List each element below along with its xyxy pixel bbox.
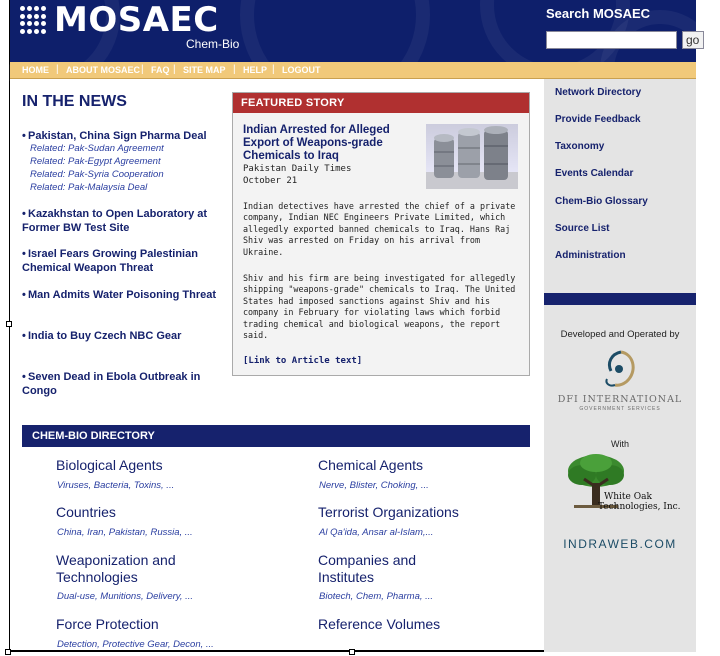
related-link[interactable]: Related: Pak-Syria Cooperation	[30, 169, 164, 180]
developed-by-label: Developed and Operated by	[560, 329, 680, 340]
directory-heading: CHEM-BIO DIRECTORY	[22, 425, 530, 447]
featured-date: October 21	[243, 176, 298, 186]
directory-subcategories[interactable]: Biotech, Chem, Pharma, ...	[319, 591, 434, 602]
directory-subcategories[interactable]: Al Qa'ida, Ansar al-Islam,...	[319, 527, 434, 538]
nav-about[interactable]: ABOUT MOSAEC	[66, 65, 140, 75]
search-label: Search MOSAEC	[546, 6, 651, 21]
related-link[interactable]: Related: Pak-Sudan Agreement	[30, 143, 164, 154]
news-item[interactable]: • Seven Dead in Ebola Outbreak in Congo	[22, 371, 201, 397]
directory-subcategories[interactable]: Dual-use, Munitions, Delivery, ...	[57, 591, 194, 602]
logo-icon[interactable]	[20, 6, 48, 34]
barrels-image	[426, 124, 518, 189]
search-go-button[interactable]: go	[682, 31, 704, 49]
sidebar-link-administration[interactable]: Administration	[555, 250, 626, 261]
directory-category[interactable]: Companies and Institutes	[318, 552, 417, 585]
frame-marker	[349, 649, 355, 655]
nav-separator: |	[272, 64, 275, 75]
news-item[interactable]: • Kazakhstan to Open Laboratory at Former BW Test Site	[22, 208, 208, 234]
featured-title[interactable]: Indian Arrested for Alleged Export of Weapons-grade Chemicals to Iraq	[243, 124, 390, 162]
featured-article-link[interactable]: [Link to Article text]	[243, 356, 363, 366]
page	[9, 0, 700, 652]
directory-category[interactable]: Biological Agents	[56, 457, 163, 473]
directory-category[interactable]: Chemical Agents	[318, 457, 424, 473]
sidebar	[544, 79, 696, 652]
featured-story	[232, 92, 530, 376]
news-item-title[interactable]: Kazakhstan to Open Laboratory at Former BW Test Site	[22, 208, 208, 234]
directory-subcategories[interactable]: Detection, Protective Gear, Decon, ...	[57, 639, 214, 650]
nav-site-map[interactable]: SITE MAP	[183, 65, 226, 75]
sidebar-link-network-directory[interactable]: Network Directory	[555, 87, 642, 98]
news-heading: IN THE NEWS	[22, 93, 127, 110]
sidebar-link-feedback[interactable]: Provide Feedback	[555, 114, 641, 125]
dfi-subtitle: GOVERNMENT SERVICES	[579, 406, 661, 412]
white-oak-line: Technologies, Inc.	[598, 502, 681, 512]
news-item-title[interactable]: Man Admits Water Poisoning Threat	[28, 289, 217, 301]
sidebar-link-source-list[interactable]: Source List	[555, 223, 610, 234]
sidebar-divider	[544, 293, 696, 305]
dfi-logo-icon[interactable]	[599, 349, 639, 391]
directory-category[interactable]: Force Protection	[56, 616, 159, 632]
related-link[interactable]: Related: Pak-Egypt Agreement	[30, 156, 161, 167]
news-item[interactable]: • Israel Fears Growing Palestinian Chemical Weapon Threat	[22, 248, 198, 274]
featured-source: Pakistan Daily Times	[243, 164, 352, 174]
white-oak-line: White Oak	[604, 492, 652, 502]
directory-category[interactable]: Weaponization and Technologies	[56, 552, 176, 585]
news-item-title[interactable]: Pakistan, China Sign Pharma Deal	[28, 130, 207, 142]
header	[10, 0, 700, 62]
nav-home[interactable]: HOME	[22, 65, 49, 75]
featured-paragraph: Indian detectives have arrested the chief of a private company, Indian NEC Engineers Private Limited, which allegedly exported banned chemicals to Iraq. Hans Raj Shiv was arrested on Friday on his arrival from Ukraine.	[243, 201, 516, 257]
sidebar-link-glossary[interactable]: Chem-Bio Glossary	[555, 196, 648, 207]
indraweb-link[interactable]: INDRAWEB.COM	[563, 537, 677, 551]
nav-separator: |	[56, 64, 59, 75]
sidebar-link-events-calendar[interactable]: Events Calendar	[555, 168, 634, 179]
news-item-title[interactable]: Seven Dead in Ebola Outbreak in Congo	[22, 371, 201, 397]
logo-text[interactable]: MOSAEC	[54, 0, 219, 40]
dfi-name[interactable]: DFI INTERNATIONAL	[557, 394, 683, 405]
news-item[interactable]: • Man Admits Water Poisoning Threat	[22, 289, 217, 301]
directory-category[interactable]: Reference Volumes	[318, 616, 441, 632]
nav-bar	[10, 62, 696, 79]
sidebar-link-taxonomy[interactable]: Taxonomy	[555, 141, 605, 152]
directory-subcategories[interactable]: China, Iran, Pakistan, Russia, ...	[57, 527, 193, 538]
logo-subtitle: Chem-Bio	[186, 37, 240, 51]
sidebar-links	[544, 79, 696, 293]
news-item-title[interactable]: India to Buy Czech NBC Gear	[28, 330, 182, 342]
news-item-title[interactable]: Israel Fears Growing Palestinian Chemical Weapon Threat	[22, 248, 198, 274]
news-item[interactable]: • India to Buy Czech NBC Gear	[22, 330, 182, 342]
frame-marker	[6, 321, 12, 327]
nav-separator: |	[173, 64, 176, 75]
directory-category[interactable]: Terrorist Organizations	[318, 504, 459, 520]
nav-faq[interactable]: FAQ	[151, 65, 170, 75]
related-link[interactable]: Related: Pak-Malaysia Deal	[30, 182, 148, 193]
directory-subcategories[interactable]: Viruses, Bacteria, Toxins, ...	[57, 480, 175, 491]
frame-marker	[5, 649, 11, 655]
nav-separator: |	[233, 64, 236, 75]
directory-category[interactable]: Countries	[56, 504, 116, 520]
nav-separator: |	[141, 64, 144, 75]
nav-help[interactable]: HELP	[243, 65, 268, 75]
with-label: With	[611, 439, 629, 449]
search-input[interactable]	[546, 31, 677, 49]
news-item[interactable]: • Pakistan, China Sign Pharma Deal	[22, 130, 207, 142]
featured-heading: FEATURED STORY	[233, 93, 529, 113]
nav-logout[interactable]: LOGOUT	[282, 65, 321, 75]
featured-paragraph: Shiv and his firm are being investigated for allegedly shipping "weapons-grade" chemicals to Iraq. The United States had imposed sanctions against Shiv and his company in February for violating laws which forbid trading chemical and biological weapons, the report said.	[243, 273, 516, 341]
directory-subcategories[interactable]: Nerve, Blister, Choking, ...	[319, 480, 429, 491]
white-oak-name[interactable]	[598, 492, 681, 512]
